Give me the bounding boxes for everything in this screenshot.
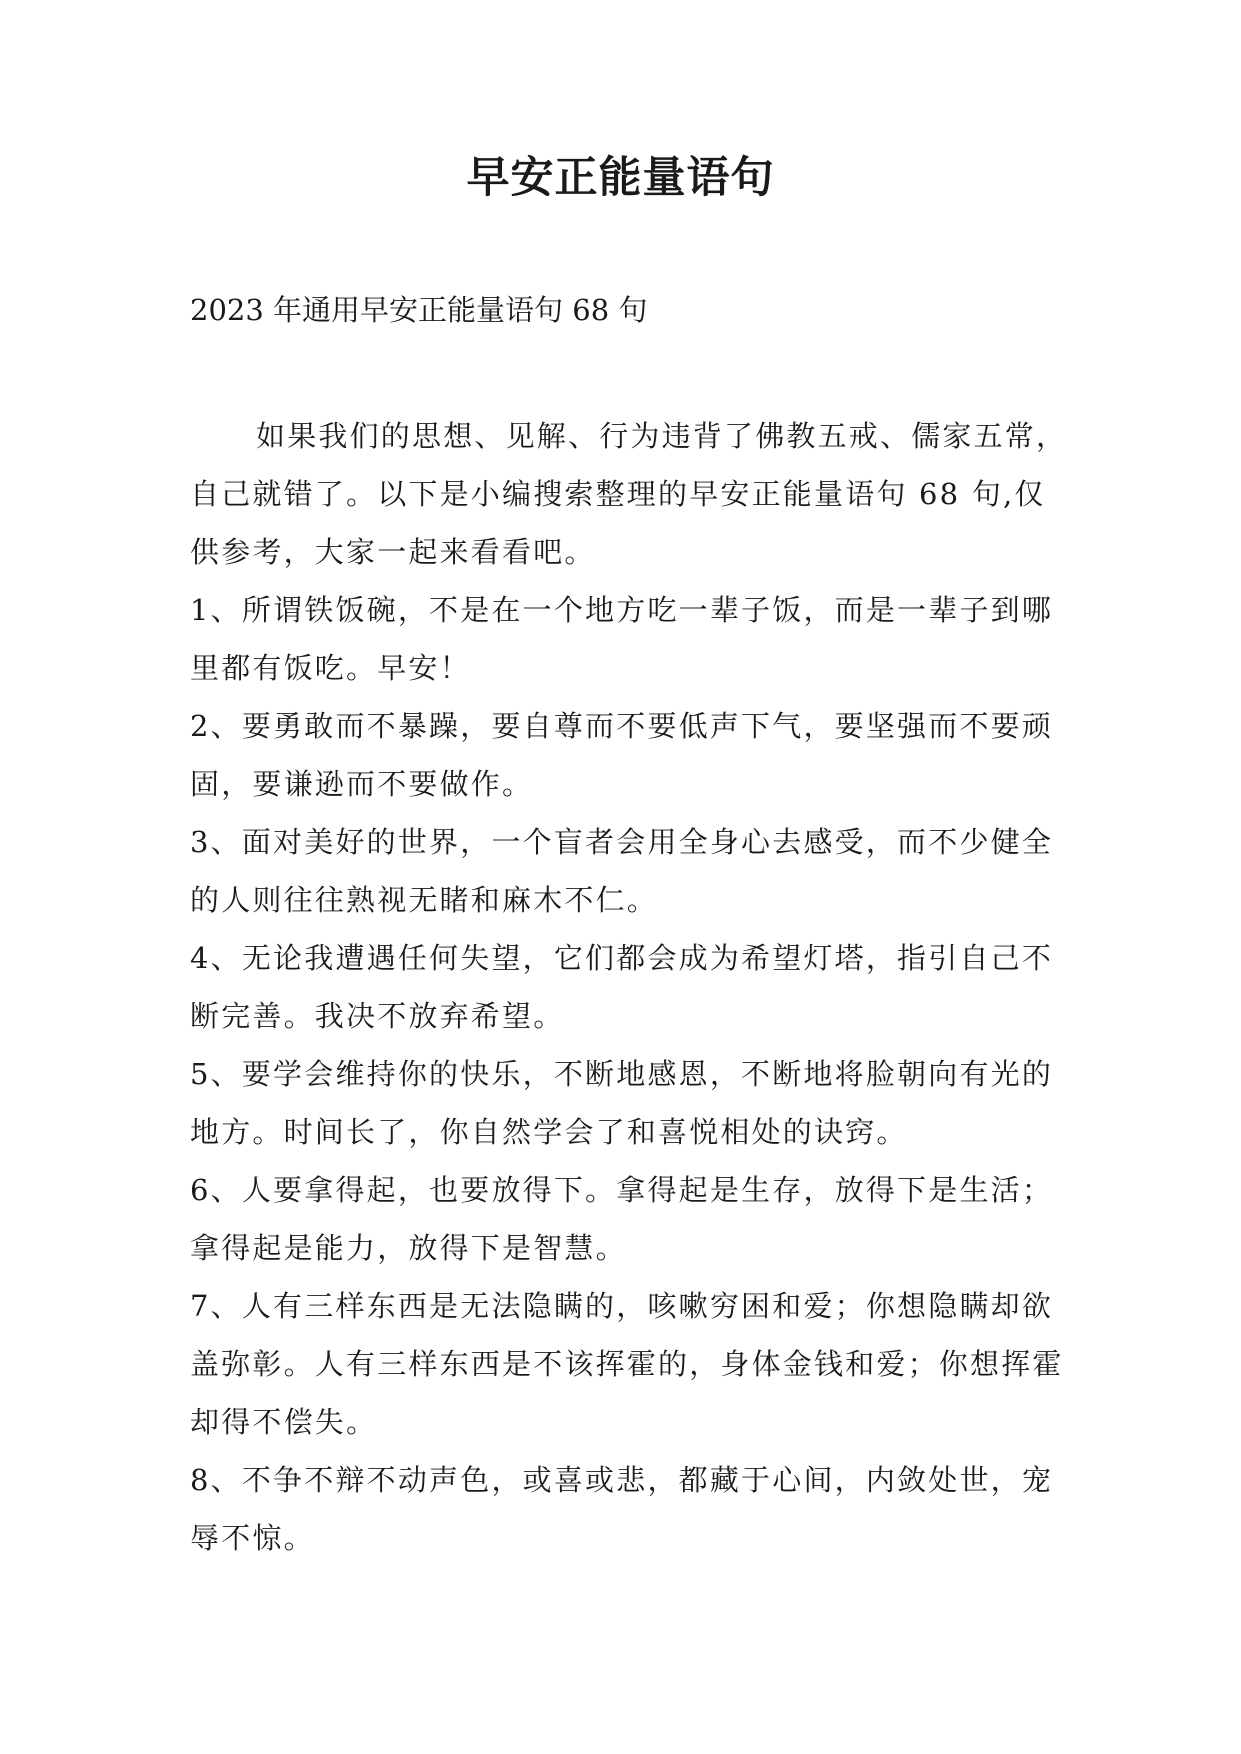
document-subtitle: 2023 年通用早安正能量语句 68 句 — [190, 293, 648, 327]
list-item: 5、要学会维持你的快乐，不断地感恩，不断地将脸朝向有光的地方。时间长了，你自然学会了和喜悦相处的诀窍。 — [190, 1057, 1054, 1149]
list-item: 6、人要拿得起，也要放得下。拿得起是生存，放得下是生活；拿得起是能力，放得下是智慧。 — [190, 1173, 1054, 1265]
list-item: 7、人有三样东西是无法隐瞒的，咳嗽穷困和爱；你想隐瞒却欲盖弥彰。人有三样东西是不该挥霍的，身体金钱和爱；你想挥霍却得不偿失。 — [190, 1289, 1064, 1439]
list-item: 8、不争不辩不动声色，或喜或悲，都藏于心间，内敛处世，宠辱不惊。 — [190, 1463, 1054, 1555]
list-item: 1、所谓铁饭碗，不是在一个地方吃一辈子饭，而是一辈子到哪里都有饭吃。早安！ — [190, 593, 1054, 685]
document-body — [190, 407, 1070, 1567]
list-item: 4、无论我遭遇任何失望，它们都会成为希望灯塔，指引自己不断完善。我决不放弃希望。 — [190, 941, 1054, 1033]
document-title: 早安正能量语句 — [466, 153, 775, 203]
list-item: 3、面对美好的世界，一个盲者会用全身心去感受，而不少健全的人则往往熟视无睹和麻木不仁。 — [190, 825, 1054, 917]
list-item: 2、要勇敢而不暴躁，要自尊而不要低声下气，要坚强而不要顽固，要谦逊而不要做作。 — [190, 709, 1054, 801]
intro-paragraph: 如果我们的思想、见解、行为违背了佛教五戒、儒家五常，自己就错了。以下是小编搜索整理的早安正能量语句 68 句,仅供参考，大家一起来看看吧。 — [190, 419, 1068, 569]
